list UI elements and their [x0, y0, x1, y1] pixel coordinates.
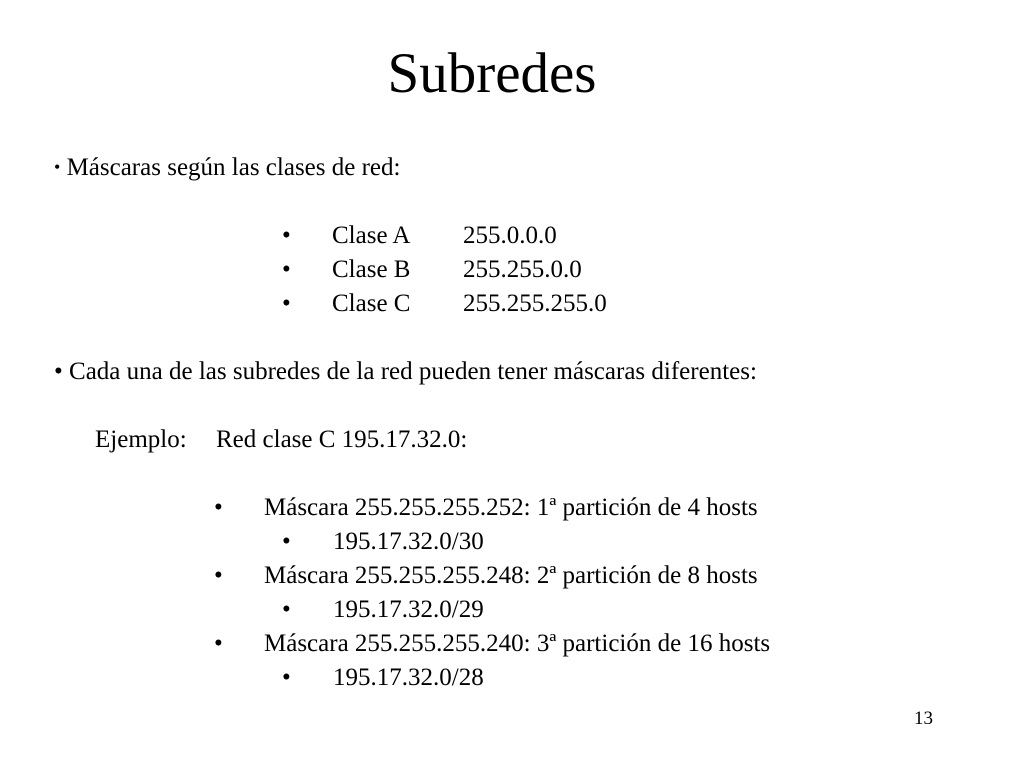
- page-number: 13: [914, 708, 933, 729]
- bullet-icon: •: [282, 596, 291, 623]
- bullet-icon: •: [282, 290, 291, 317]
- class-mask: 255.255.255.0: [463, 290, 607, 317]
- point-2-text: Cada una de las subredes de la red pueden tener máscaras diferentes:: [69, 358, 757, 385]
- class-mask: 255.255.0.0: [463, 256, 582, 283]
- class-mask: 255.0.0.0: [463, 222, 557, 249]
- bullet-icon: •: [214, 494, 223, 521]
- bullet-icon: •: [282, 664, 291, 691]
- point-2: [54, 357, 757, 387]
- bullet-icon: •: [54, 157, 61, 177]
- partition-mask: Máscara 255.255.255.240: 3ª partición de 16 hosts: [264, 630, 771, 657]
- class-name: Clase A: [332, 222, 411, 249]
- partition-mask: Máscara 255.255.255.248: 2ª partición de 8 hosts: [264, 562, 758, 589]
- bullet-icon: •: [282, 256, 291, 283]
- partition-subnet: 195.17.32.0/28: [333, 664, 484, 691]
- example-text: Red clase C 195.17.32.0:: [216, 426, 468, 453]
- partition-subnet: 195.17.32.0/30: [333, 528, 484, 555]
- bullet-icon: •: [54, 358, 63, 385]
- point-1: [54, 153, 400, 184]
- bullet-icon: •: [282, 528, 291, 555]
- class-name: Clase B: [332, 256, 411, 283]
- example-label: Ejemplo:: [95, 426, 187, 453]
- class-name: Clase C: [332, 290, 411, 317]
- bullet-icon: •: [214, 562, 223, 589]
- slide-title: Subredes: [387, 42, 597, 105]
- point-1-text: Máscaras según las clases de red:: [66, 154, 401, 181]
- partition-subnet: 195.17.32.0/29: [333, 596, 484, 623]
- bullet-icon: •: [214, 630, 223, 657]
- partition-mask: Máscara 255.255.255.252: 1ª partición de 4 hosts: [264, 494, 758, 521]
- bullet-icon: •: [282, 222, 291, 249]
